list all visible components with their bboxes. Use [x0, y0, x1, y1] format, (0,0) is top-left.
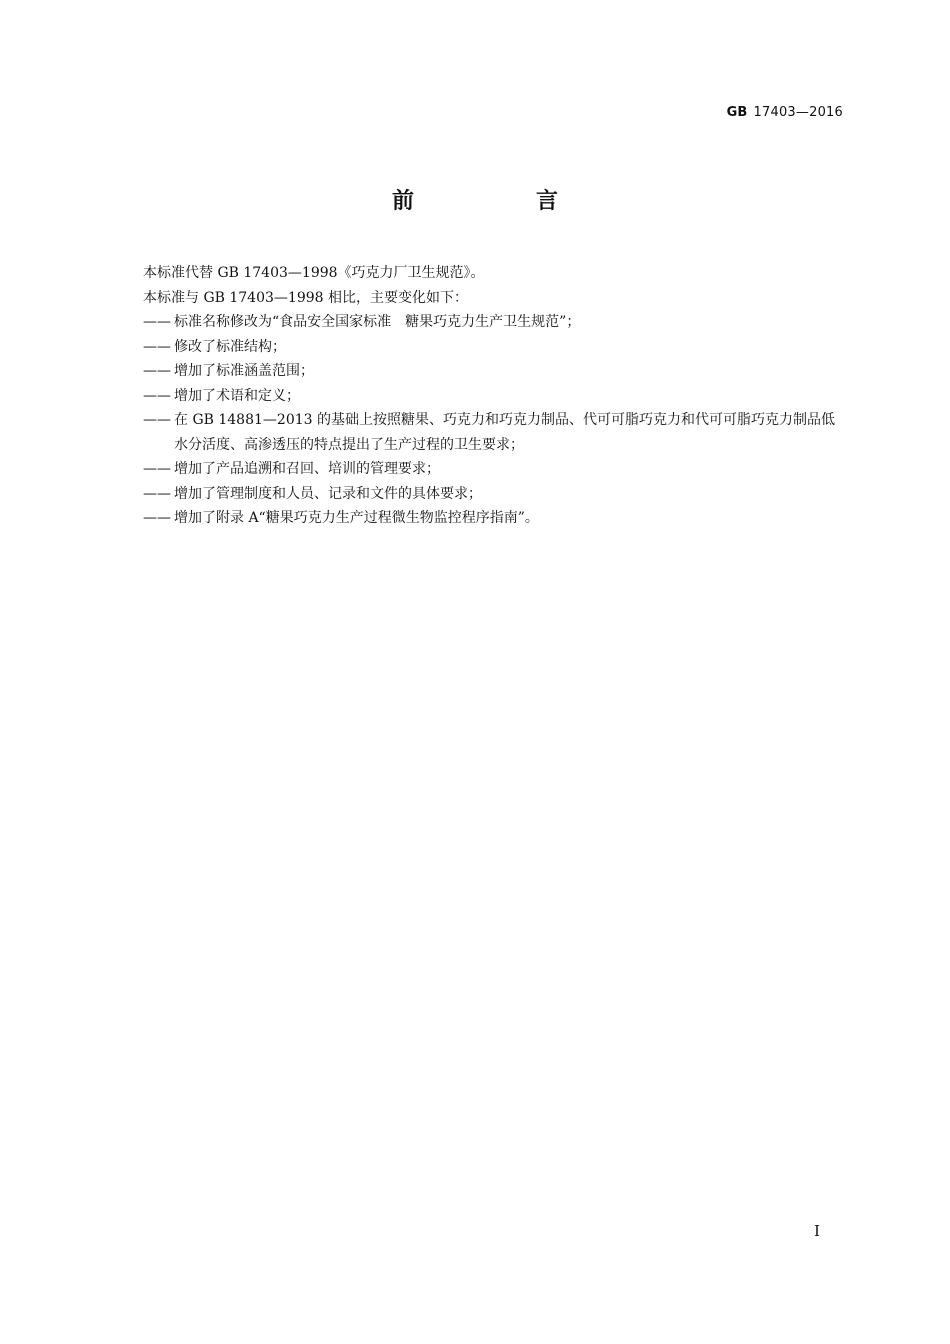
list-item [143, 384, 847, 409]
list-item-text: 增加了管理制度和人员、记录和文件的具体要求； [174, 485, 482, 502]
list-item [143, 359, 847, 384]
dash-marker: —— [143, 363, 171, 379]
dash-marker: —— [143, 314, 171, 330]
list-item [143, 335, 847, 360]
list-item-text: 修改了标准结构； [174, 338, 286, 355]
standard-prefix: GB [726, 105, 748, 120]
list-item [143, 457, 847, 482]
standard-number: 17403—2016 [753, 105, 843, 120]
dash-marker: —— [143, 485, 171, 502]
list-item-text: 标准名称修改为“食品安全国家标准 糖果巧克力生产卫生规范”； [174, 314, 581, 330]
intro-paragraph: 本标准与 GB 17403—1998 相比，主要变化如下： [143, 289, 468, 306]
dash-marker: —— [143, 510, 171, 526]
list-item-text: 增加了标准涵盖范围； [174, 363, 314, 379]
list-item-text: 增加了附录 A“糖果巧克力生产过程微生物监控程序指南”。 [174, 510, 539, 526]
standard-code [727, 105, 843, 120]
list-item [143, 506, 847, 531]
list-item [143, 408, 847, 457]
page-number: I [814, 1222, 820, 1240]
list-item [143, 310, 847, 335]
dash-marker: —— [143, 412, 171, 428]
list-item-text: 增加了产品追溯和召回、培训的管理要求； [174, 461, 440, 477]
dash-marker: —— [143, 461, 171, 477]
list-item [143, 482, 847, 507]
intro-paragraph: 本标准代替 GB 17403—1998《巧克力厂卫生规范》。 [143, 265, 485, 281]
page-title: 前 言 [391, 189, 608, 214]
list-item-text: 增加了术语和定义； [174, 387, 300, 404]
dash-marker: —— [143, 338, 171, 355]
foreword-body [143, 261, 847, 531]
dash-marker: —— [143, 387, 171, 404]
list-item-text: 在 GB 14881—2013 的基础上按照糖果、巧克力和巧克力制品、代可可脂巧克力和代可可脂巧克力制品低水分活度、高渗透压的特点提出了生产过程的卫生要求； [174, 412, 835, 453]
